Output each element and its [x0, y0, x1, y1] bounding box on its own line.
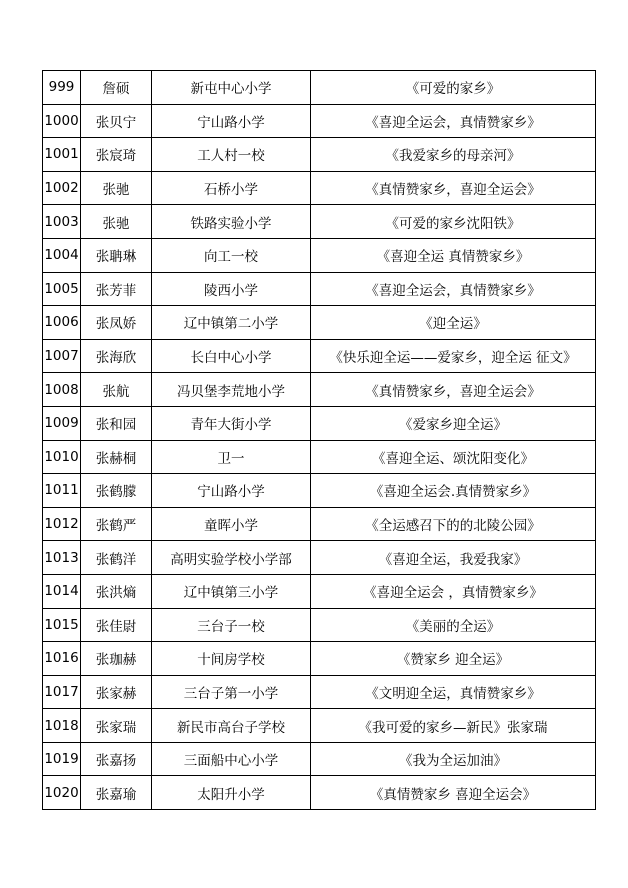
- school-name: 向工一校: [152, 238, 311, 272]
- work-title: 《真情赞家乡 喜迎全运会》: [311, 776, 596, 810]
- student-name: 张贝宁: [81, 104, 152, 138]
- entry-number: 1002: [43, 171, 81, 205]
- table-row: [43, 171, 596, 205]
- work-title: 《喜迎全运会，真情赞家乡》: [311, 104, 596, 138]
- work-title: 《喜迎全运 真情赞家乡》: [311, 238, 596, 272]
- table-row: [43, 642, 596, 676]
- student-name: 张凤娇: [81, 306, 152, 340]
- entry-number: 1010: [43, 440, 81, 474]
- student-name: 张驰: [81, 205, 152, 239]
- school-name: 卫一: [152, 440, 311, 474]
- school-name: 陵西小学: [152, 272, 311, 306]
- school-name: 石桥小学: [152, 171, 311, 205]
- entries-table-body: [43, 71, 596, 810]
- entry-number: 1000: [43, 104, 81, 138]
- student-name: 张鹤朦: [81, 474, 152, 508]
- work-title: 《迎全运》: [311, 306, 596, 340]
- student-name: 张洪熵: [81, 574, 152, 608]
- entry-number: 1017: [43, 675, 81, 709]
- entry-number: 1001: [43, 138, 81, 172]
- work-title: 《全运感召下的的北陵公园》: [311, 507, 596, 541]
- entry-number: 1009: [43, 406, 81, 440]
- table-row: [43, 541, 596, 575]
- school-name: 十间房学校: [152, 642, 311, 676]
- school-name: 太阳升小学: [152, 776, 311, 810]
- entry-number: 1020: [43, 776, 81, 810]
- table-row: [43, 306, 596, 340]
- school-name: 三台子第一小学: [152, 675, 311, 709]
- table-row: [43, 71, 596, 105]
- work-title: 《我爱家乡的母亲河》: [311, 138, 596, 172]
- school-name: 宁山路小学: [152, 104, 311, 138]
- student-name: 张芳菲: [81, 272, 152, 306]
- student-name: 张佳尉: [81, 608, 152, 642]
- table-row: [43, 373, 596, 407]
- school-name: 三台子一校: [152, 608, 311, 642]
- entry-number: 1019: [43, 742, 81, 776]
- entries-table: [42, 70, 596, 810]
- school-name: 工人村一校: [152, 138, 311, 172]
- student-name: 张鹤严: [81, 507, 152, 541]
- table-row: [43, 574, 596, 608]
- work-title: 《喜迎全运、颂沈阳变化》: [311, 440, 596, 474]
- entry-number: 1007: [43, 339, 81, 373]
- school-name: 青年大街小学: [152, 406, 311, 440]
- entry-number: 1005: [43, 272, 81, 306]
- student-name: 张鹤洋: [81, 541, 152, 575]
- student-name: 张珈赫: [81, 642, 152, 676]
- school-name: 辽中镇第二小学: [152, 306, 311, 340]
- table-row: [43, 742, 596, 776]
- entry-number: 1003: [43, 205, 81, 239]
- work-title: 《赞家乡 迎全运》: [311, 642, 596, 676]
- entry-number: 1015: [43, 608, 81, 642]
- student-name: 詹硕: [81, 71, 152, 105]
- school-name: 童晖小学: [152, 507, 311, 541]
- entry-number: 1006: [43, 306, 81, 340]
- student-name: 张嘉扬: [81, 742, 152, 776]
- entry-number: 1011: [43, 474, 81, 508]
- school-name: 新屯中心小学: [152, 71, 311, 105]
- table-row: [43, 440, 596, 474]
- work-title: 《我为全运加油》: [311, 742, 596, 776]
- table-row: [43, 709, 596, 743]
- student-name: 张海欣: [81, 339, 152, 373]
- work-title: 《文明迎全运，真情赞家乡》: [311, 675, 596, 709]
- student-name: 张驰: [81, 171, 152, 205]
- entry-number: 1018: [43, 709, 81, 743]
- student-name: 张和园: [81, 406, 152, 440]
- work-title: 《喜迎全运会 ，真情赞家乡》: [311, 574, 596, 608]
- student-name: 张赫桐: [81, 440, 152, 474]
- table-row: [43, 272, 596, 306]
- work-title: 《可爱的家乡沈阳铁》: [311, 205, 596, 239]
- table-row: [43, 238, 596, 272]
- entry-number: 1016: [43, 642, 81, 676]
- work-title: 《快乐迎全运——爱家乡，迎全运 征文》: [311, 339, 596, 373]
- student-name: 张航: [81, 373, 152, 407]
- student-name: 张聃琳: [81, 238, 152, 272]
- entry-number: 1013: [43, 541, 81, 575]
- school-name: 冯贝堡李荒地小学: [152, 373, 311, 407]
- student-name: 张家瑞: [81, 709, 152, 743]
- work-title: 《真情赞家乡，喜迎全运会》: [311, 373, 596, 407]
- entry-number: 1014: [43, 574, 81, 608]
- entry-number: 1004: [43, 238, 81, 272]
- table-row: [43, 104, 596, 138]
- school-name: 辽中镇第三小学: [152, 574, 311, 608]
- table-row: [43, 339, 596, 373]
- entry-number: 1012: [43, 507, 81, 541]
- table-row: [43, 474, 596, 508]
- table-row: [43, 776, 596, 810]
- work-title: 《真情赞家乡，喜迎全运会》: [311, 171, 596, 205]
- table-row: [43, 406, 596, 440]
- school-name: 新民市高台子学校: [152, 709, 311, 743]
- entry-number: 1008: [43, 373, 81, 407]
- table-row: [43, 138, 596, 172]
- work-title: 《喜迎全运，我爱我家》: [311, 541, 596, 575]
- work-title: 《喜迎全运会.真情赞家乡》: [311, 474, 596, 508]
- student-name: 张家赫: [81, 675, 152, 709]
- table-row: [43, 205, 596, 239]
- student-name: 张嘉瑜: [81, 776, 152, 810]
- table-row: [43, 675, 596, 709]
- work-title: 《喜迎全运会，真情赞家乡》: [311, 272, 596, 306]
- student-name: 张宸琦: [81, 138, 152, 172]
- work-title: 《爱家乡迎全运》: [311, 406, 596, 440]
- school-name: 三面船中心小学: [152, 742, 311, 776]
- table-row: [43, 507, 596, 541]
- school-name: 铁路实验小学: [152, 205, 311, 239]
- school-name: 宁山路小学: [152, 474, 311, 508]
- school-name: 高明实验学校小学部: [152, 541, 311, 575]
- work-title: 《可爱的家乡》: [311, 71, 596, 105]
- work-title: 《美丽的全运》: [311, 608, 596, 642]
- entry-number: 999: [43, 71, 81, 105]
- school-name: 长白中心小学: [152, 339, 311, 373]
- work-title: 《我可爱的家乡—新民》张家瑞: [311, 709, 596, 743]
- table-row: [43, 608, 596, 642]
